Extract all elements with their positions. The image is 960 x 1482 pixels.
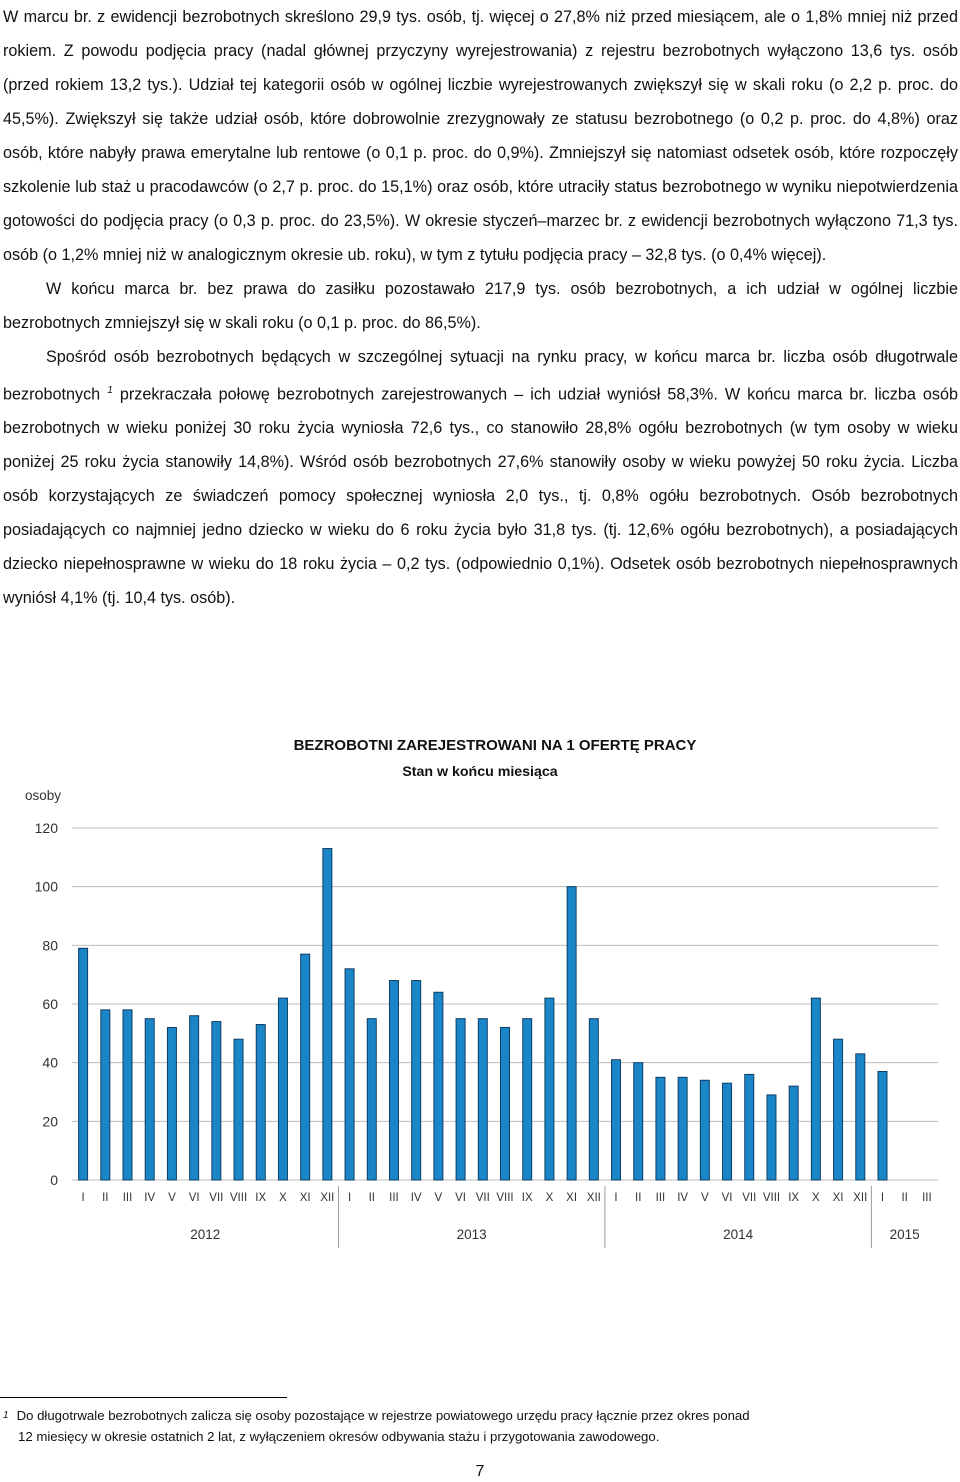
bar — [612, 1060, 621, 1180]
page-number: 7 — [475, 1463, 485, 1480]
x-tick-label: XII — [586, 1192, 601, 1204]
x-tick-label: VI — [455, 1192, 467, 1204]
y-tick-label: 60 — [42, 996, 58, 1012]
bar — [167, 1027, 176, 1180]
x-tick-label: IV — [677, 1192, 689, 1204]
chart-subtitle: Stan w końcu miesiąca — [402, 764, 558, 780]
x-tick-label: VIII — [229, 1192, 248, 1204]
x-tick-label: III — [922, 1192, 932, 1204]
paragraph-special-situation — [3, 340, 958, 615]
bar — [878, 1071, 887, 1180]
x-tick-label: VI — [188, 1192, 200, 1204]
bar — [745, 1074, 754, 1180]
x-tick-label: X — [279, 1192, 287, 1204]
y-tick-label: 0 — [50, 1172, 58, 1188]
paragraph-without-benefit: W końcu marca br. bez prawa do zasiłku pozostawało 217,9 tys. osób bezrobotnych, a ich udział w ogólnej liczbie bezrobotnych zmniejszył się w skali roku (o 0,1 p. proc. do 86,5%). — [3, 280, 958, 332]
bar — [278, 998, 287, 1180]
x-tick-label: X — [545, 1192, 554, 1204]
bar — [545, 998, 554, 1180]
x-tick-label: I — [614, 1192, 618, 1204]
bar — [767, 1095, 776, 1180]
bar — [79, 948, 88, 1180]
x-tick-label: I — [347, 1192, 352, 1204]
x-tick-label: V — [434, 1192, 443, 1204]
footnote-reference[interactable]: 1 — [107, 385, 113, 396]
x-tick-label: VI — [721, 1192, 733, 1204]
x-tick-label: V — [701, 1192, 709, 1204]
bar — [523, 1019, 532, 1180]
x-tick-label: VII — [209, 1192, 224, 1204]
year-label: 2013 — [456, 1227, 487, 1242]
y-tick-label: 40 — [42, 1054, 58, 1071]
bar — [412, 981, 421, 1180]
footnote — [3, 1405, 933, 1447]
x-tick-label: XII — [320, 1192, 335, 1204]
footnote-mark: 1 — [3, 1410, 9, 1421]
bar — [856, 1054, 865, 1180]
x-tick-label: IX — [521, 1192, 533, 1204]
x-tick-label: IX — [788, 1192, 800, 1204]
bar — [212, 1022, 221, 1180]
x-tick-label: III — [389, 1192, 399, 1204]
bar — [145, 1019, 154, 1180]
x-tick-label: XII — [853, 1192, 868, 1204]
x-tick-label: VIII — [496, 1192, 514, 1204]
y-tick-label: 20 — [42, 1113, 58, 1130]
x-tick-label: II — [635, 1192, 642, 1204]
x-tick-label: I — [81, 1192, 85, 1204]
bar — [834, 1039, 843, 1180]
footnote-line-1 — [3, 1405, 933, 1426]
x-tick-label: XI — [299, 1192, 311, 1204]
y-axis-label: osoby — [25, 788, 62, 803]
bar — [234, 1039, 243, 1180]
bar — [700, 1080, 709, 1180]
body-text — [3, 0, 958, 615]
x-tick-label: II — [102, 1192, 109, 1204]
x-tick-label: X — [812, 1192, 820, 1204]
x-tick-label: IV — [410, 1192, 422, 1204]
bar — [123, 1010, 132, 1180]
footnote-text-1: Do długotrwale bezrobotnych zalicza się osoby pozostające w rejestrze powiatowego urzędu pracy łącznie przez okres ponad — [16, 1408, 750, 1423]
x-tick-label: VII — [475, 1192, 490, 1204]
bar — [190, 1016, 199, 1180]
bar-chart — [0, 780, 960, 1250]
footnote-divider — [0, 1397, 287, 1398]
bar — [456, 1019, 465, 1180]
chart-title: BEZROBOTNI ZAREJESTROWANI NA 1 OFERTĘ PRACY — [293, 737, 697, 754]
paragraph-special-situation-part2: przekraczała połowę bezrobotnych zarejestrowanych – ich udział wyniósł 58,3%. W końcu marca br. liczba osób bezrobotnych w wieku poniżej 30 roku życia wyniosła 72,6 tys., co stanowiło 28,8% ogółu bezrobotnych (w tym osoby w wieku poniżej 25 roku życia stanowiły 14,8%). Wśród osób bezrobotnych 27,6% stanowiły osoby w wieku powyżej 50 roku życia. Liczba osób korzystających ze świadczeń pomocy społecznej wyniosła 2,0 tys., tj. 0,8% ogółu bezrobotnych. Osób bezrobotnych posiadających co najmniej jedno dziecko w wieku do 6 roku życia było 31,8 tys. (tj. 12,6% ogółu bezrobotnych), a posiadających dziecko niepełnosprawne w wieku do 18 roku życia – 0,2 tys. (odpowiednio 0,1%). Odsetek osób bezrobotnych niepełnosprawnych wyniósł 4,1% (tj. 10,4 tys. osób). — [3, 385, 958, 608]
x-tick-label: XI — [566, 1192, 578, 1204]
y-tick-label: 80 — [42, 937, 58, 954]
bar — [256, 1025, 265, 1180]
paragraph-deregistrations: W marcu br. z ewidencji bezrobotnych skreślono 29,9 tys. osób, tj. więcej o 27,8% niż przed miesiącem, ale o 1,8% mniej niż przed rokiem. Z powodu podjęcia pracy (nadal głównej przyczyny wyrejestrowania) z rejestru bezrobotnych wyłączono 13,6 tys. osób (przed rokiem 13,2 tys.). Udział tej kategorii osób w ogólnej liczbie wyrejestrowanych zwiększył się w skali roku (o 2,2 p. proc. do 45,5%). Zwiększył się także udział osób, które dobrowolnie zrezygnowały ze statusu bezrobotnego (o 0,2 p. proc. do 4,8%) oraz osób, które nabyły prawa emerytalne lub rentowe (o 0,1 p. proc. do 0,9%). Zmniejszył się natomiast odsetek osób, które rozpoczęły szkolenie lub staż u pracodawców (o 2,7 p. proc. do 15,1%) oraz osób, które utraciły status bezrobotnego w wyniku niepotwierdzenia gotowości do podjęcia pracy (o 0,3 p. proc. do 23,5%). W okresie styczeń–marzec br. z ewidencji bezrobotnych wyłączono 71,3 tys. osób (o 1,2% mniej niż w analogicznym okresie ub. roku), w tym z tytułu podjęcia pracy – 32,8 tys. (o 0,4% więcej). — [3, 8, 958, 264]
y-tick-label: 100 — [34, 878, 58, 895]
x-tick-label: III — [122, 1192, 133, 1204]
bar — [811, 998, 820, 1180]
bar — [434, 992, 443, 1180]
x-tick-label: IX — [255, 1192, 267, 1204]
bar — [723, 1083, 732, 1180]
bar — [367, 1019, 376, 1180]
bar — [656, 1077, 665, 1180]
bar — [501, 1027, 510, 1180]
x-tick-label: II — [368, 1192, 375, 1204]
footnote-line-2: 12 miesięcy w okresie ostatnich 2 lat, z wyłączeniem okresów odbywania stażu i przygotowania zawodowego. — [18, 1429, 660, 1444]
year-label: 2015 — [889, 1227, 920, 1242]
x-tick-label: XI — [832, 1192, 844, 1204]
x-tick-label: VII — [742, 1192, 757, 1204]
bar — [389, 981, 398, 1180]
x-tick-label: I — [880, 1192, 885, 1204]
bar — [634, 1063, 643, 1180]
bar — [301, 954, 310, 1180]
bar — [345, 969, 354, 1180]
x-tick-label: IV — [144, 1192, 156, 1204]
year-label: 2012 — [190, 1227, 221, 1242]
x-tick-label: II — [901, 1192, 908, 1204]
y-tick-label: 120 — [34, 820, 58, 836]
bar — [323, 849, 332, 1180]
bar — [589, 1019, 598, 1180]
x-tick-label: III — [655, 1192, 666, 1204]
bar — [678, 1077, 687, 1180]
bar — [478, 1019, 487, 1180]
x-tick-label: V — [168, 1192, 176, 1204]
paragraph-special-situation-part1: Spośród osób bezrobotnych będących w szczególnej sytuacji na rynku pracy, w końcu marca br. liczba osób długotrwale bezrobotnych — [3, 348, 958, 404]
bar — [789, 1086, 798, 1180]
x-tick-label: VIII — [762, 1192, 781, 1204]
bar — [101, 1010, 110, 1180]
year-label: 2014 — [723, 1227, 754, 1242]
bar — [567, 887, 576, 1180]
